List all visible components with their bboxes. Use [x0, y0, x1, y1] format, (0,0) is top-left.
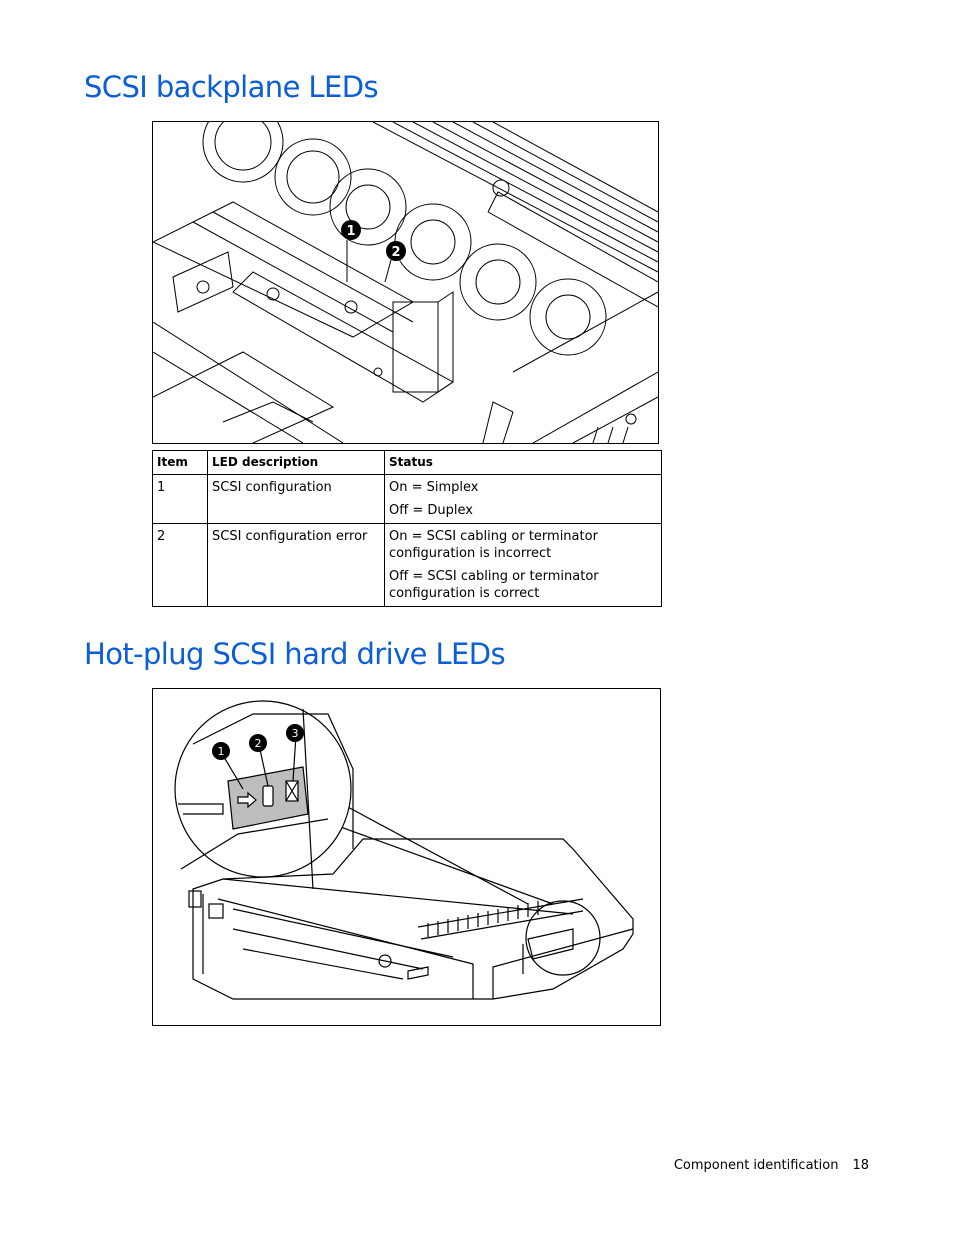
table-row [153, 524, 662, 607]
cell-item: 1 [153, 475, 208, 524]
cell-item: 2 [153, 524, 208, 607]
status-on: On = Simplex [389, 480, 479, 495]
callout-marker-1 [341, 220, 361, 240]
callout-label-2: 2 [391, 245, 401, 260]
backplane-illustration [152, 121, 659, 444]
drive-callout-marker-3 [286, 724, 304, 742]
drive-drawing [153, 689, 660, 1025]
header-status: Status [385, 451, 662, 475]
drive-callout-label-1: 1 [217, 745, 225, 758]
header-led-description: LED description [208, 451, 385, 475]
table-header-row [153, 451, 662, 475]
section-title-backplane: SCSI backplane LEDs [84, 70, 378, 104]
cell-status [385, 524, 662, 607]
drive-illustration [152, 688, 661, 1026]
cell-description: SCSI configuration [208, 475, 385, 524]
led-table [152, 450, 662, 607]
callout-marker-2 [386, 241, 406, 261]
footer-section-name: Component identification [673, 1158, 839, 1173]
drive-callout-label-2: 2 [254, 737, 262, 750]
cell-status [385, 475, 662, 524]
header-item: Item [153, 451, 208, 475]
drive-callout-marker-2 [249, 734, 267, 752]
status-off: Off = Duplex [389, 503, 473, 518]
status-on: On = SCSI cabling or terminator configuration is incorrect [389, 529, 598, 561]
section-title-drive-leds: Hot-plug SCSI hard drive LEDs [84, 637, 506, 671]
page-number: 18 [852, 1158, 869, 1173]
callout-label-1: 1 [346, 224, 356, 239]
page-footer [674, 1158, 869, 1173]
table-row [153, 475, 662, 524]
status-off: Off = SCSI cabling or terminator configuration is correct [389, 569, 599, 601]
backplane-drawing [153, 122, 658, 443]
drive-callout-marker-1 [212, 742, 230, 760]
drive-callout-label-3: 3 [291, 727, 299, 740]
cell-description: SCSI configuration error [208, 524, 385, 607]
